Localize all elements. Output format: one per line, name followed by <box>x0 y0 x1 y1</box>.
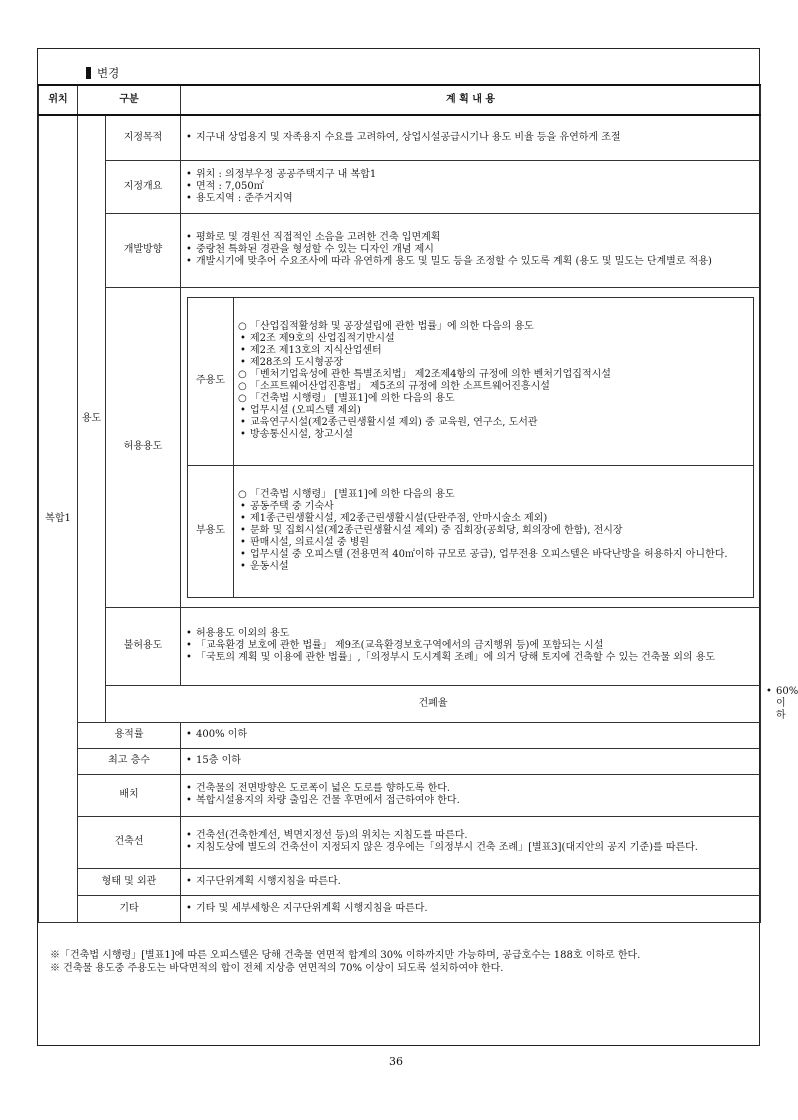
permitted-content <box>181 287 761 607</box>
circle-item: ○ 「산업집적활성화 및 공장설립에 관한 법률」에 의한 다음의 용도 <box>238 321 749 333</box>
form-list <box>185 876 756 888</box>
row-layout <box>39 774 761 816</box>
layout-content <box>181 774 761 816</box>
bullet-item: • 업무시설 중 오피스텔 (전용면적 40㎡이하 규모로 공급), 업무전용 오피스텔은 바닥난방을 허용하지 아니한다. <box>238 549 749 561</box>
bullet-item: • 건축물의 전면방향은 도로폭이 넓은 도로를 향하도록 한다. <box>185 783 756 795</box>
bullet-item: • 중랑천 특화된 경관을 형성할 수 있는 디자인 개념 제시 <box>185 244 756 256</box>
coverage-label: 건폐율 <box>106 685 761 722</box>
header-content: 계 획 내 용 <box>181 85 761 115</box>
circle-item: ○ 「소프트웨어산업진흥법」 제5조의 규정에 의한 소프트웨어진흥시설 <box>238 381 749 393</box>
floors-label: 최고 층수 <box>78 748 181 774</box>
direction-content <box>181 213 761 287</box>
bullet-item: • 지구내 상업용지 및 자족용지 수요를 고려하여, 상업시설공급시기나 용도 비율 등을 유연하게 조절 <box>185 132 756 144</box>
sub-use-list <box>238 489 749 573</box>
use-group-cell: 용도 <box>78 115 106 722</box>
direction-label: 개발방향 <box>106 213 181 287</box>
bullet-item: • 교육연구시설(제2종근린생활시설 제외) 중 교육원, 연구소, 도서관 <box>238 417 749 429</box>
row-purpose <box>39 115 761 160</box>
header-row <box>39 85 761 115</box>
header-location: 위치 <box>39 85 78 115</box>
sub-use-content <box>234 465 754 597</box>
row-form <box>39 868 761 895</box>
bullet-item: • 제1종근린생활시설, 제2종근린생활시설(단란주점, 안마시술소 제외) <box>238 513 749 525</box>
header-category: 구분 <box>78 85 181 115</box>
bullet-item: • 「교육환경 보호에 관한 법률」 제9조(교육환경보호구역에서의 금지행위 등)에 포함되는 시설 <box>185 640 756 652</box>
section-marker-icon <box>86 67 91 79</box>
overview-label: 지정개요 <box>106 160 181 213</box>
bullet-item: • 400% 이하 <box>185 729 756 741</box>
bullet-item: • 제2조 제9호의 산업집적기반시설 <box>238 333 749 345</box>
location-cell: 복합1 <box>39 115 78 922</box>
section-title: 변경 <box>97 66 120 80</box>
bullet-item: • 기타 및 세부세항은 지구단위계획 시행지침을 따른다. <box>185 903 756 915</box>
row-far <box>39 722 761 748</box>
bullet-item: • 허용용도 이외의 용도 <box>185 628 756 640</box>
bullet-item: • 지구단위계획 시행지침을 따른다. <box>185 876 756 888</box>
bullet-item: • 제2조 제13호의 지식산업센터 <box>238 345 749 357</box>
permitted-label: 허용용도 <box>106 287 181 607</box>
building-line-list <box>185 830 756 854</box>
circle-item: ○ 「건축법 시행령」 [별표1]에 의한 다음의 용도 <box>238 489 749 501</box>
other-list <box>185 903 756 915</box>
prohibited-list <box>185 628 756 664</box>
layout-label: 배치 <box>78 774 181 816</box>
overview-content <box>181 160 761 213</box>
direction-list <box>185 232 756 268</box>
floors-content <box>181 748 761 774</box>
purpose-label: 지정목적 <box>106 115 181 160</box>
prohibited-content <box>181 607 761 685</box>
far-list <box>185 729 756 741</box>
circle-item: ○ 「건축법 시행령」 [별표1]에 의한 다음의 용도 <box>238 393 749 405</box>
footnote: ※「건축법 시행령」[별표1]에 따른 오피스텔은 당해 건축물 연면적 합계의 30% 이하까지만 가능하며, 공급호수는 188호 이하로 한다. <box>50 950 641 961</box>
circle-item: ○ 「벤처기업육성에 관한 특별조치법」 제2조제4항의 규정에 의한 벤처기업집적시설 <box>238 369 749 381</box>
bullet-item: • 공동주택 중 기숙사 <box>238 501 749 513</box>
bullet-item: • 제28조의 도시형공장 <box>238 357 749 369</box>
bullet-item: • 「국토의 계획 및 이용에 관한 법률」,「의정부시 도시계획 조례」에 의거 당해 토지에 건축할 수 있는 건축물 외의 용도 <box>185 652 756 664</box>
building-line-label: 건축선 <box>78 816 181 868</box>
section-heading <box>86 65 119 81</box>
row-floors <box>39 748 761 774</box>
footnote: ※ 건축물 용도중 주용도는 바닥면적의 합이 전체 지상층 연면적의 70% 이상이 되도록 설치하여야 한다. <box>50 963 504 974</box>
floors-list <box>185 755 756 767</box>
bullet-item: • 지침도상에 별도의 건축선이 지정되지 않은 경우에는「의정부시 건축 조례」[별표3](대지안의 공지 기준)를 따른다. <box>185 842 756 854</box>
main-use-list <box>238 321 749 441</box>
bullet-item: • 면적 : 7,050㎡ <box>185 181 756 193</box>
purpose-content <box>181 115 761 160</box>
bullet-item: • 개발시기에 맞추어 수요조사에 따라 유연하게 용도 및 밀도 등을 조정할 수 있도록 계획 (용도 및 밀도는 단계별로 적용) <box>185 256 756 268</box>
building-line-content <box>181 816 761 868</box>
bullet-item: • 복합시설용지의 차량 출입은 건물 후면에서 접근하여야 한다. <box>185 795 756 807</box>
permitted-inner-table <box>187 297 754 598</box>
form-label: 형태 및 외관 <box>78 868 181 895</box>
row-prohibited <box>39 607 761 685</box>
row-coverage <box>39 685 761 722</box>
bullet-item: • 방송통신시설, 창고시설 <box>238 429 749 441</box>
bullet-item: • 60% 이하 <box>765 686 776 722</box>
far-content <box>181 722 761 748</box>
overview-list <box>185 169 756 205</box>
other-content <box>181 895 761 922</box>
bullet-item: • 위치 : 의정부우정 공공주택지구 내 복합1 <box>185 169 756 181</box>
purpose-list <box>185 132 756 144</box>
prohibited-label: 불허용도 <box>106 607 181 685</box>
sub-use-label: 부용도 <box>188 465 234 597</box>
footnotes <box>50 949 750 975</box>
other-label: 기타 <box>78 895 181 922</box>
bullet-item: • 용도지역 : 준주거지역 <box>185 193 756 205</box>
far-label: 용적률 <box>78 722 181 748</box>
plan-table <box>38 84 798 923</box>
sub-use-row <box>188 465 754 597</box>
form-content <box>181 868 761 895</box>
row-overview <box>39 160 761 213</box>
layout-list <box>185 783 756 807</box>
row-other <box>39 895 761 922</box>
row-permitted <box>39 287 761 607</box>
main-use-row <box>188 297 754 465</box>
main-use-content <box>234 297 754 465</box>
bullet-item: • 건축선(건축한계선, 벽면지정선 등)의 위치는 지침도를 따른다. <box>185 830 756 842</box>
page-frame <box>37 48 798 1046</box>
page-number: 36 <box>389 1055 403 1068</box>
bullet-item: • 15층 이하 <box>185 755 756 767</box>
main-use-label: 주용도 <box>188 297 234 465</box>
row-building-line <box>39 816 761 868</box>
bullet-item: • 업무시설 (오피스텔 제외) <box>238 405 749 417</box>
row-direction <box>39 213 761 287</box>
bullet-item: • 운동시설 <box>238 561 749 573</box>
bullet-item: • 평화로 및 경원선 직접적인 소음을 고려한 건축 입면계획 <box>185 232 756 244</box>
bullet-item: • 문화 및 집회시설(제2종근린생활시설 제외) 중 집회장(공회당, 회의장에 한함), 전시장 <box>238 525 749 537</box>
bullet-item: • 판매시설, 의료시설 중 병원 <box>238 537 749 549</box>
